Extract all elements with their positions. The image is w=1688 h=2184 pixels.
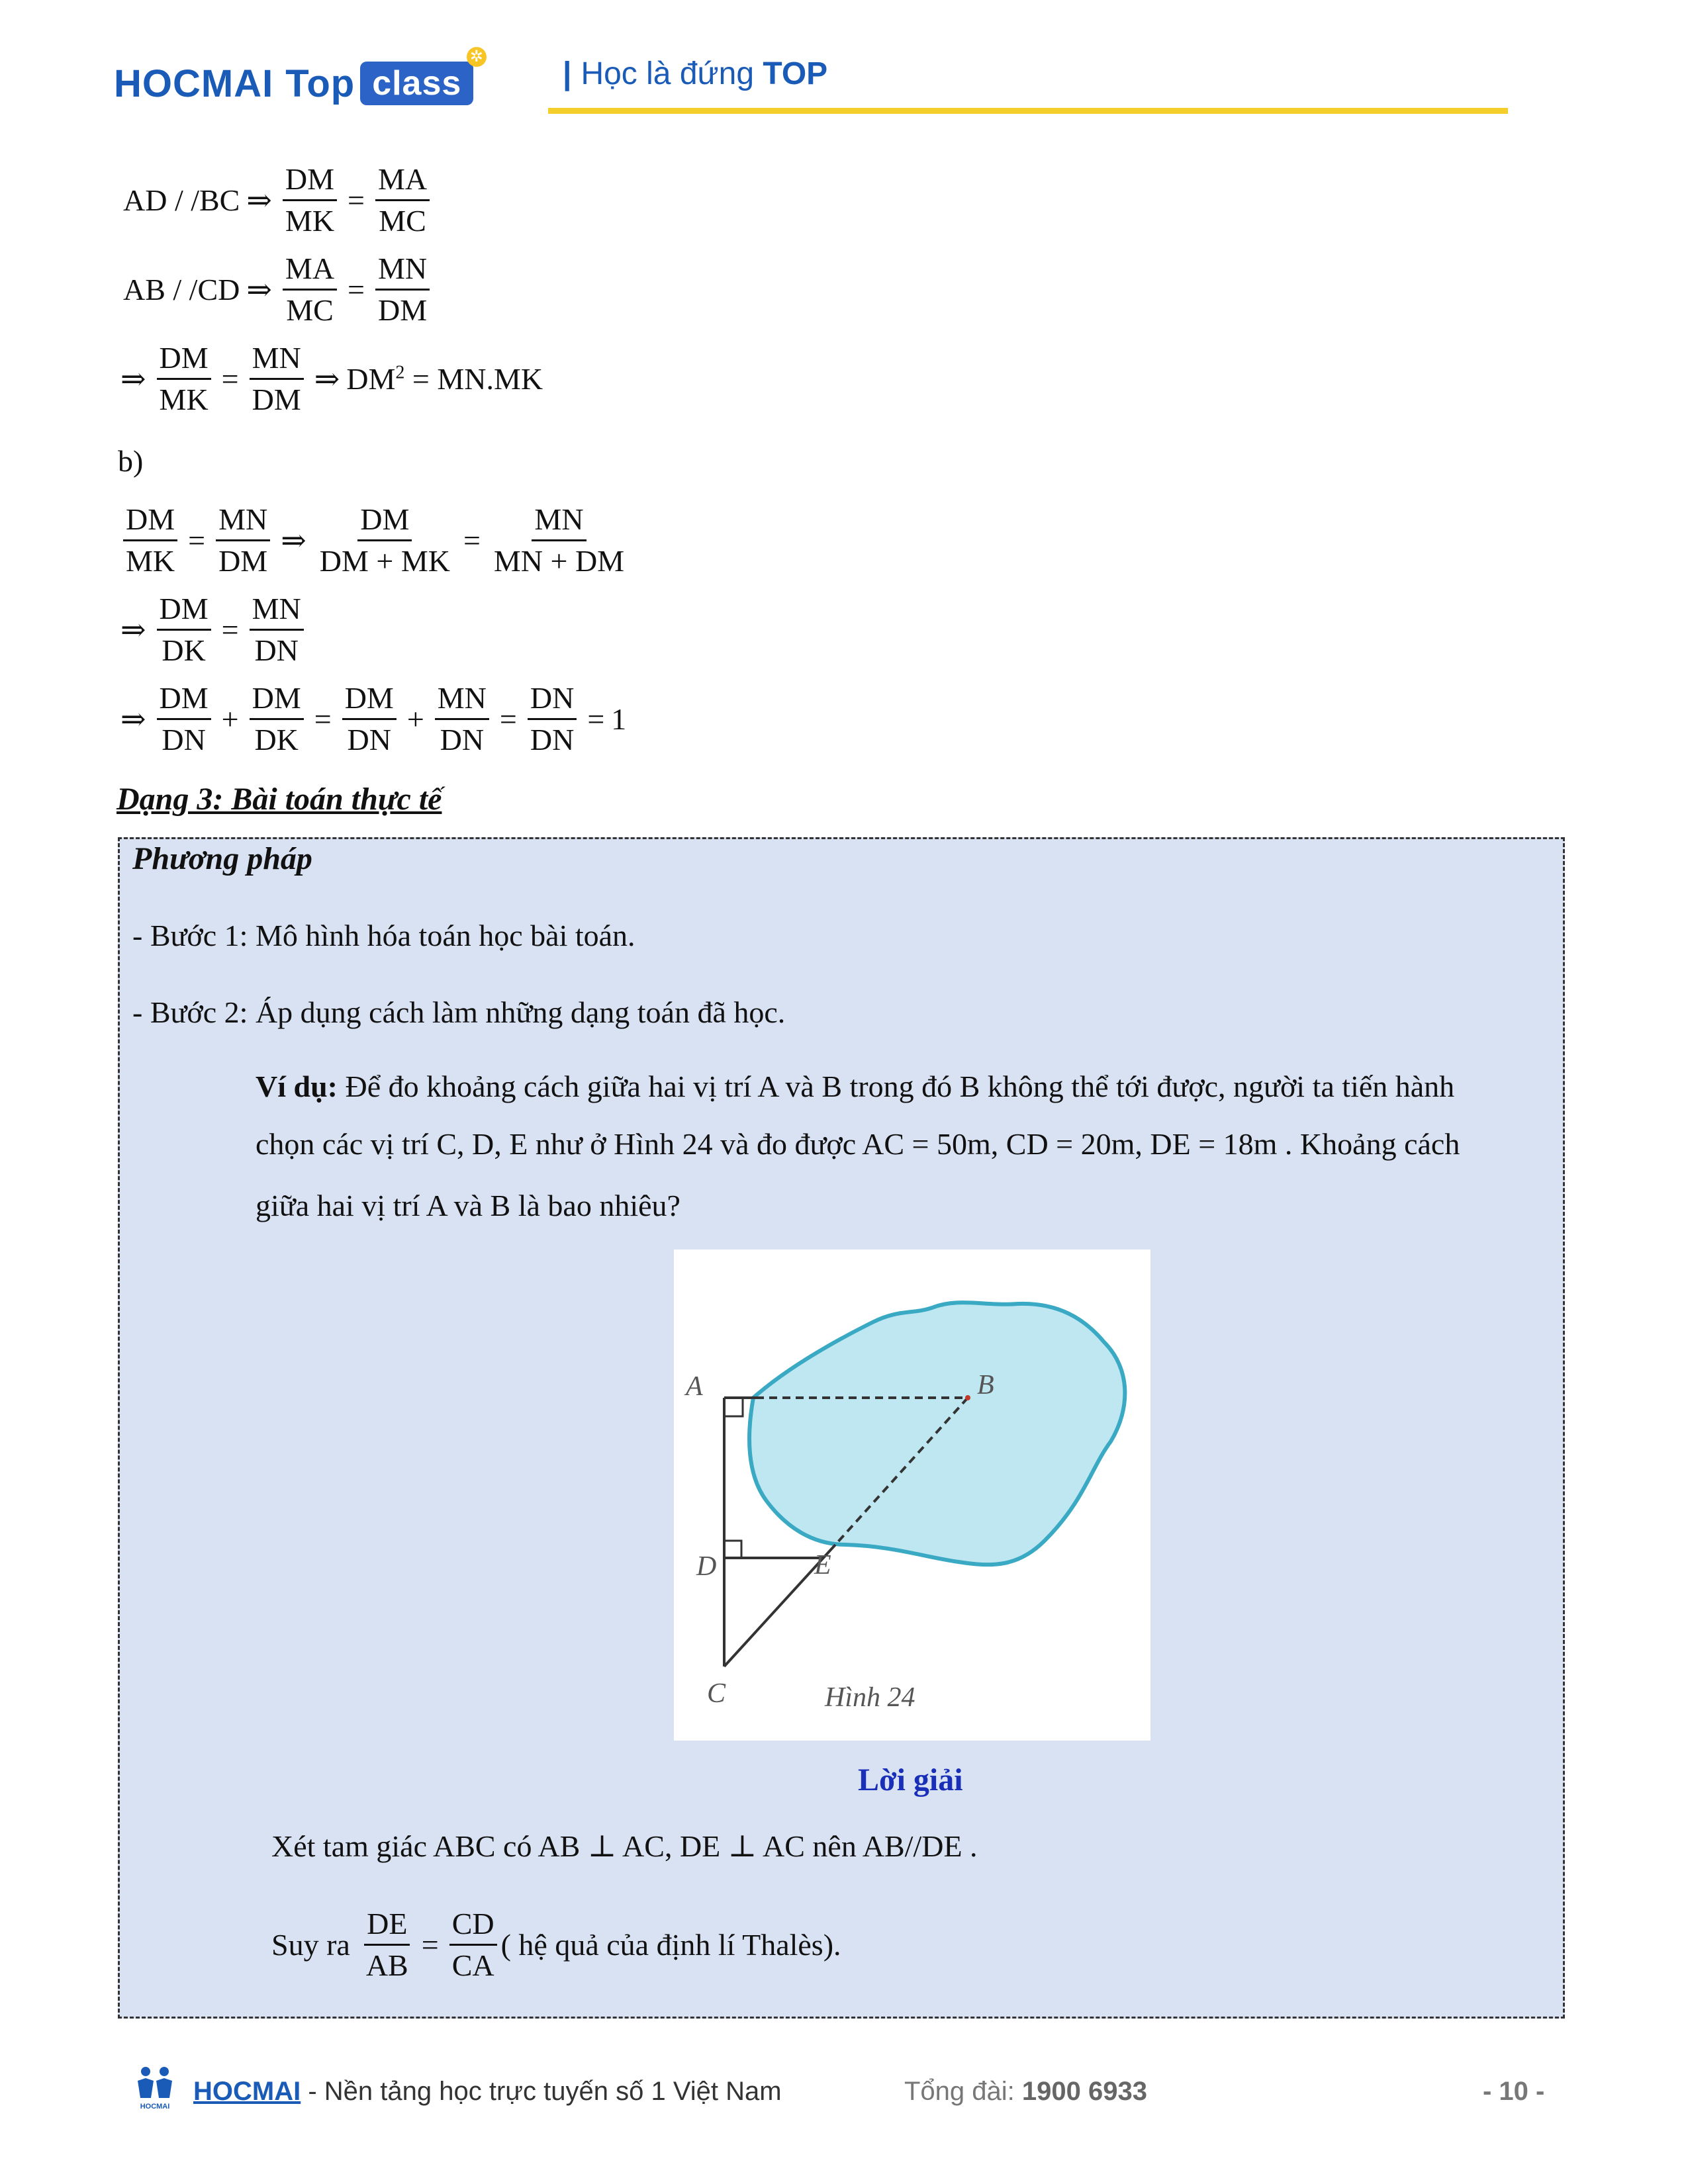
implies-symbol: ⇒ [120, 362, 146, 396]
example-line-2: chọn các vị trí C, D, E như ở Hình 24 và đo được AC = 50m, CD = 20m, DE = 18m . Khoảng cách [256, 1127, 1460, 1161]
solution-line-1: Xét tam giác ABC có AB ⊥ AC, DE ⊥ AC nên AB//DE . [271, 1829, 978, 1863]
numerator: MN [532, 500, 586, 541]
point-B [965, 1395, 970, 1400]
header-tagline [563, 56, 827, 92]
method-step-1: - Bước 1: Mô hình hóa toán học bài toán. [132, 919, 635, 952]
numerator: MN [216, 500, 270, 541]
numerator: MN [250, 338, 304, 380]
label-B: B [977, 1370, 994, 1400]
fraction [375, 159, 430, 241]
example-line-3: giữa hai vị trí A và B là bao nhiêu? [256, 1189, 680, 1222]
tagline-prefix: Học là đứng [581, 56, 755, 91]
denominator: MK [159, 382, 209, 416]
geometry-diagram [674, 1250, 1150, 1741]
example-label: Ví dụ: [256, 1069, 338, 1103]
hotline-number: 1900 6933 [1021, 2077, 1147, 2106]
numerator: DM [357, 500, 412, 541]
denominator: DN [440, 722, 485, 756]
equals-symbol: = [499, 702, 517, 736]
fraction [157, 678, 211, 760]
equals-symbol: = [314, 702, 332, 736]
denominator: DN [530, 722, 575, 756]
right-angle-A [724, 1398, 743, 1416]
denominator: DN [254, 633, 299, 667]
numerator: DM [157, 589, 211, 631]
footer-logo-text: HOCMAI [140, 2103, 170, 2111]
fraction [157, 589, 211, 670]
implies-symbol: ⇒ [281, 523, 306, 557]
denominator: DN [347, 722, 391, 756]
fraction [123, 500, 177, 581]
denominator: DM + MK [319, 543, 450, 578]
equals-symbol: = [221, 612, 239, 647]
numerator: DM [157, 678, 211, 720]
method-heading: Phương pháp [132, 841, 312, 876]
equals-symbol: = [188, 523, 206, 557]
page-number: - 10 - [1483, 2077, 1545, 2106]
fraction [250, 338, 304, 420]
numerator: CD [449, 1904, 497, 1946]
separator-bar: | [563, 56, 572, 91]
section-title: Dạng 3: Bài toán thực tế [117, 782, 442, 817]
logo-top-text: Top [285, 62, 355, 105]
tagline-top: TOP [763, 56, 828, 91]
denominator: MN + DM [493, 543, 625, 578]
figure-hinh-24 [674, 1250, 1150, 1741]
numerator: MA [375, 159, 430, 201]
fraction [449, 1904, 497, 1985]
equals-symbol: = [348, 183, 365, 217]
method-step-2: - Bước 2: Áp dụng cách làm những dạng toán đã học. [132, 995, 786, 1029]
fraction [283, 159, 337, 241]
implies-symbol: ⇒ [120, 702, 146, 736]
figure-caption: Hình 24 [825, 1682, 915, 1713]
implies-symbol: ⇒ [314, 362, 340, 396]
fraction [435, 678, 489, 760]
hocmai-footer-logo [131, 2064, 179, 2111]
numerator: MN [435, 678, 489, 720]
denominator: DK [254, 722, 299, 756]
logo-class-text: class [372, 64, 462, 103]
fraction [363, 1904, 411, 1985]
equals-symbol: = [348, 272, 365, 306]
fraction [250, 589, 304, 670]
numerator: MA [283, 249, 337, 291]
denominator: CA [451, 1948, 494, 1982]
part-b-label: b) [118, 444, 144, 478]
math-line-2 [123, 243, 434, 336]
plus-symbol: + [406, 702, 424, 736]
math-text: = MN.MK [404, 361, 543, 396]
logo-class-badge [360, 48, 484, 105]
denominator: MK [126, 543, 175, 578]
fraction [528, 678, 577, 760]
math-text: Suy ra [271, 1927, 350, 1962]
math-line-1 [123, 154, 434, 246]
denominator: DM [252, 382, 301, 416]
numerator: MN [250, 589, 304, 631]
equals-symbol: = [221, 361, 239, 396]
fraction [250, 678, 304, 760]
example-text: Để đo khoảng cách giữa hai vị trí A và B trong đó B không thể tới được, người ta tiến hành [337, 1069, 1455, 1103]
math-text: DM [346, 361, 396, 396]
implies-symbol: ⇒ [246, 273, 272, 306]
implies-symbol: ⇒ [120, 613, 146, 647]
numerator: DM [250, 678, 304, 720]
numerator: DM [157, 338, 211, 380]
people-icon [131, 2064, 179, 2111]
numerator: DM [123, 500, 177, 541]
solution-line-2 [271, 1898, 841, 1991]
numerator: MN [375, 249, 430, 291]
footer-hotline [904, 2077, 1147, 2107]
fraction [491, 500, 627, 581]
numerator: DE [364, 1904, 410, 1946]
math-text: AB / /CD [123, 272, 240, 306]
numerator: DM [342, 678, 397, 720]
solution-title: Lời giải [858, 1762, 963, 1797]
exponent: 2 [395, 362, 405, 383]
hocmai-topclass-logo [114, 48, 484, 110]
denominator: MK [285, 203, 335, 238]
math-line-3 [120, 332, 543, 425]
plus-symbol: + [221, 702, 239, 736]
equals-symbol: = [421, 1927, 439, 1962]
numerator: DN [528, 678, 577, 720]
logo-hocmai-text: HOCMAI [114, 62, 274, 105]
math-text: 1 [611, 702, 627, 736]
math-line-5 [120, 583, 308, 676]
footer-brand-link[interactable]: HOCMAI [193, 2077, 301, 2106]
numerator: DM [283, 159, 337, 201]
math-line-4 [123, 494, 631, 586]
header-underline [548, 108, 1508, 114]
label-E: E [814, 1550, 831, 1580]
denominator: AB [365, 1948, 408, 1982]
label-D: D [696, 1551, 717, 1582]
fraction [283, 249, 337, 330]
fraction [375, 249, 430, 330]
equals-symbol: = [587, 702, 605, 736]
example-line-1 [256, 1069, 1454, 1104]
math-result [346, 361, 543, 396]
label-A: A [686, 1371, 703, 1402]
denominator: MC [379, 203, 426, 238]
star-icon: ✲ [467, 47, 487, 67]
denominator: DK [162, 633, 206, 667]
denominator: DN [162, 722, 206, 756]
math-text: AD / /BC [123, 183, 240, 217]
denominator: MC [286, 293, 334, 327]
math-line-6 [120, 672, 626, 765]
denominator: DM [378, 293, 428, 327]
fraction [216, 500, 270, 581]
equals-symbol: = [463, 523, 481, 557]
footer-text [193, 2077, 782, 2107]
solution-note: ( hệ quả của định lí Thalès). [500, 1927, 841, 1962]
implies-symbol: ⇒ [246, 183, 272, 217]
fraction [317, 500, 453, 581]
label-C: C [707, 1678, 726, 1709]
footer-slogan: - Nền tảng học trực tuyến số 1 Việt Nam [301, 2077, 782, 2106]
hotline-label: Tổng đài: [904, 2077, 1022, 2106]
denominator: DM [218, 543, 268, 578]
right-angle-D [724, 1541, 741, 1558]
fraction [342, 678, 397, 760]
fraction [157, 338, 211, 420]
